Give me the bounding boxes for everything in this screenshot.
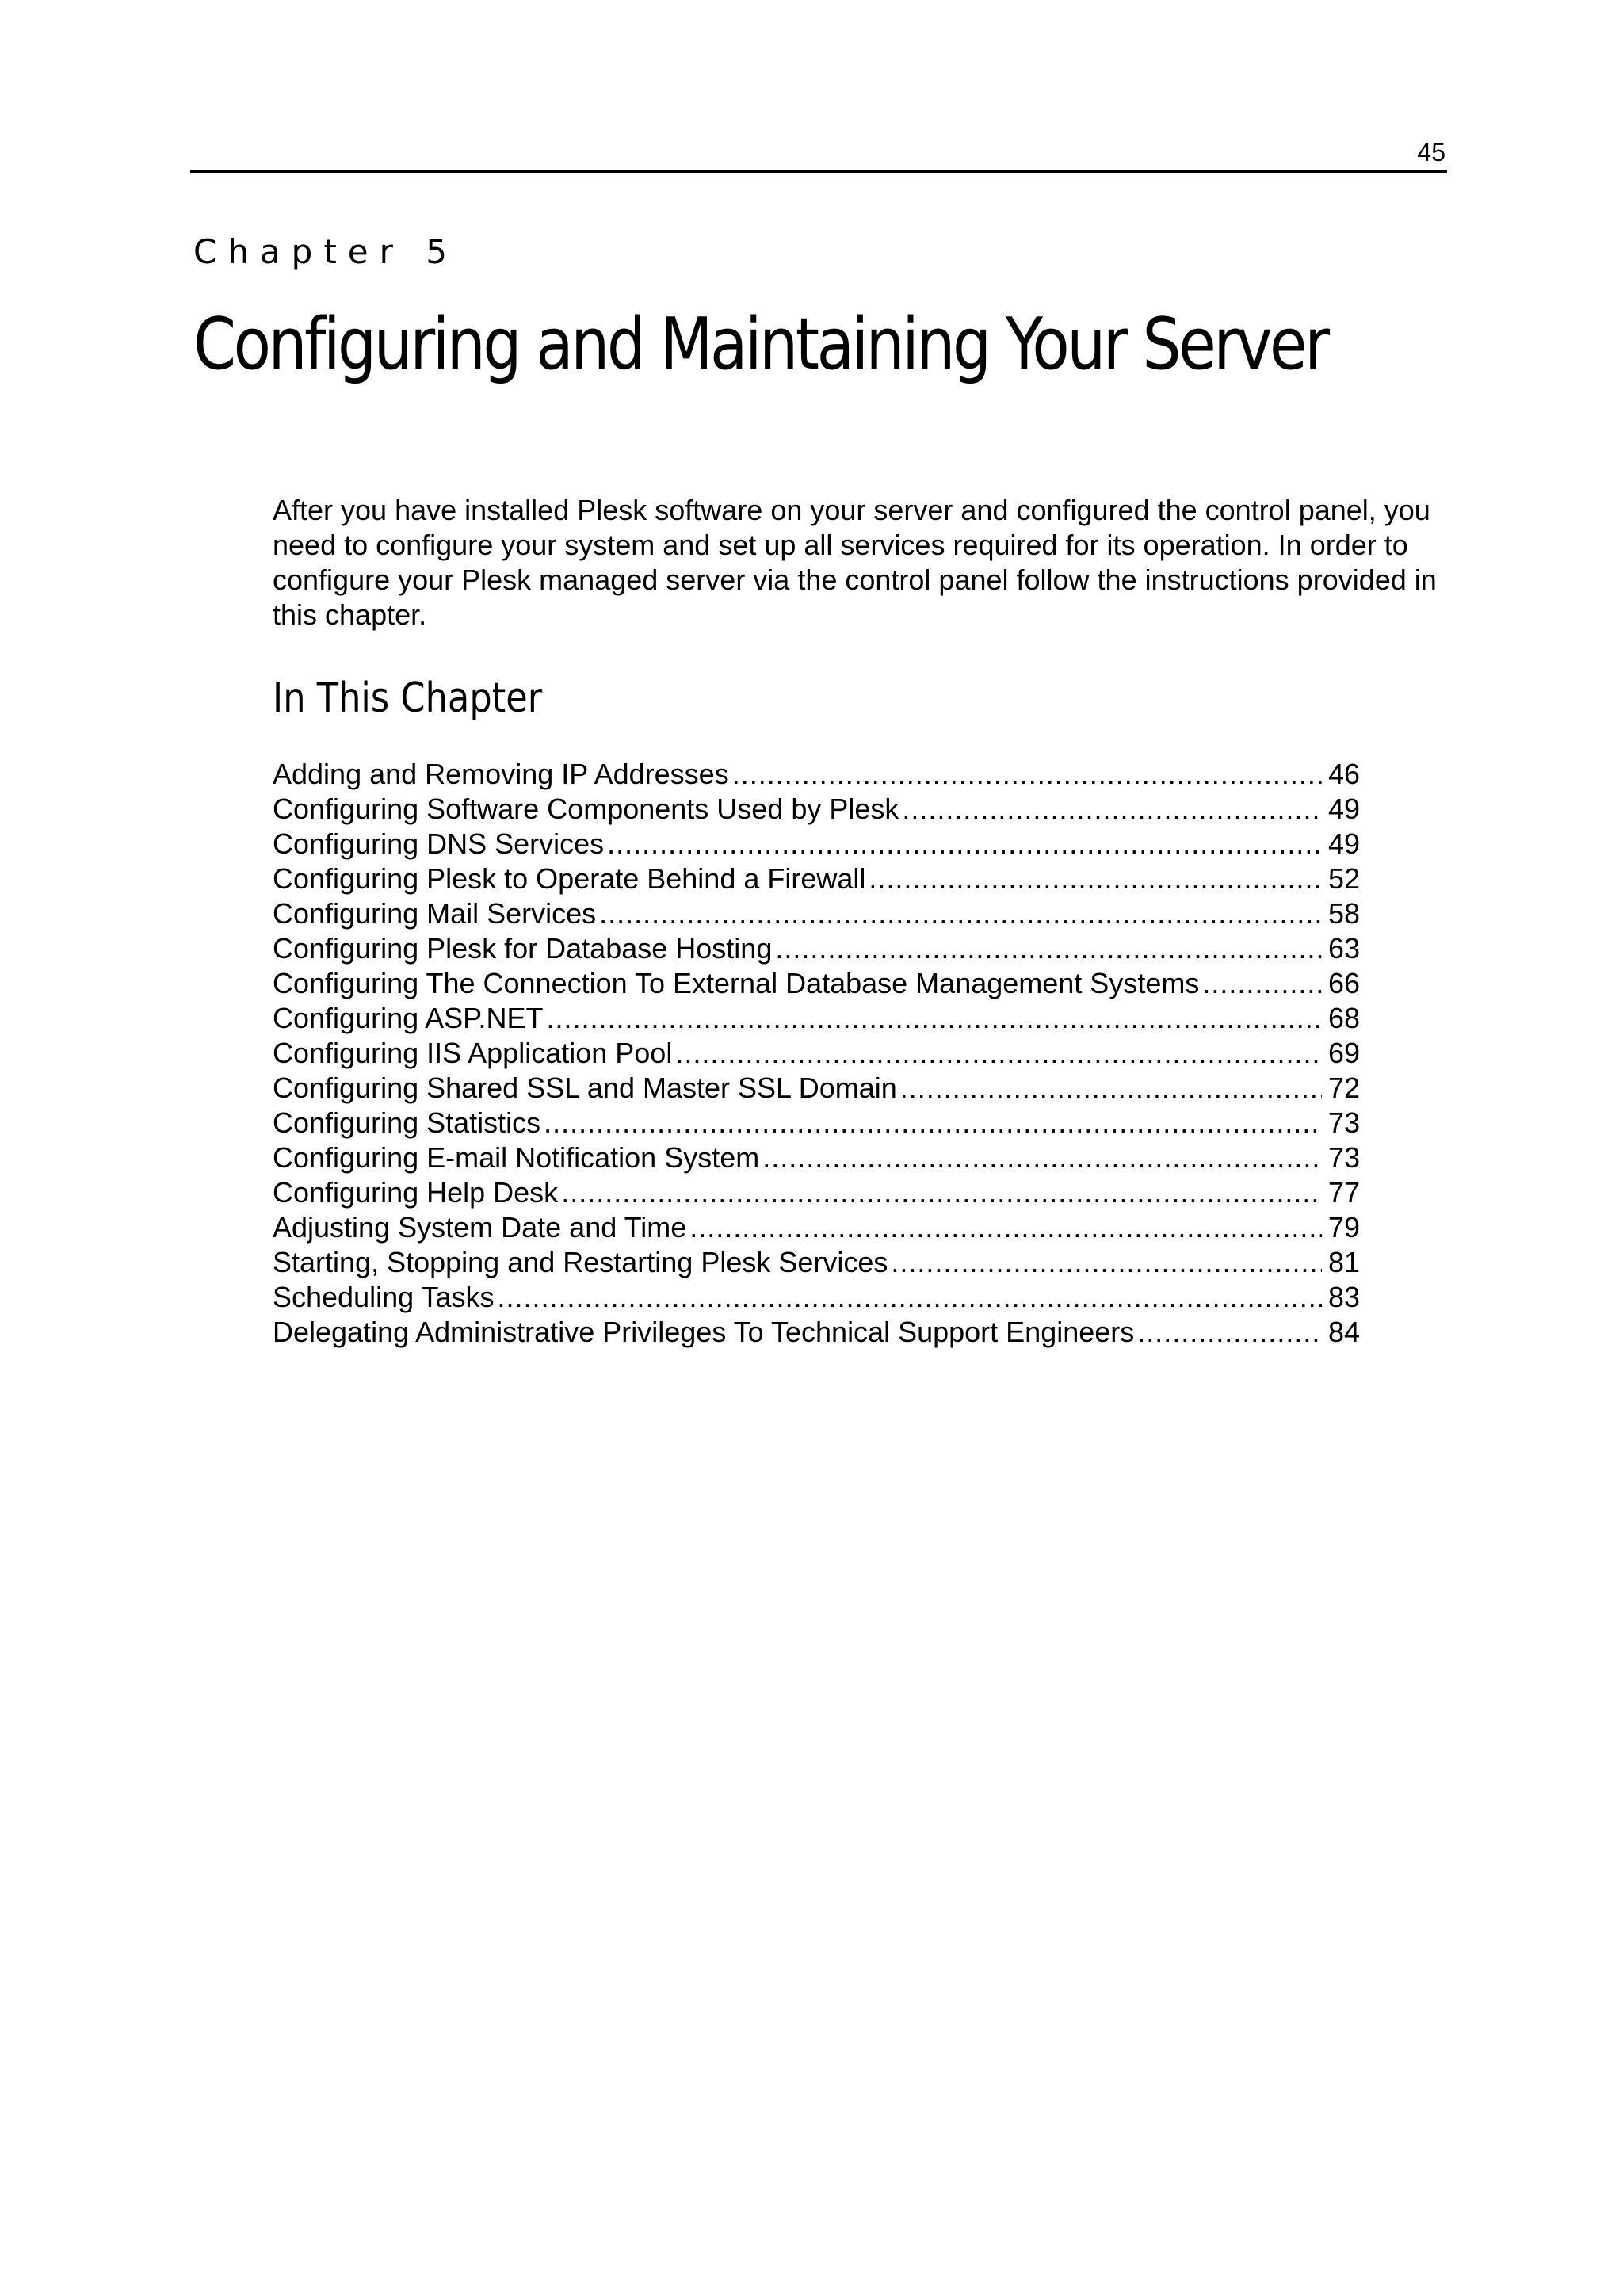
toc-dot-leader <box>732 757 1322 792</box>
toc-dot-leader <box>902 792 1322 827</box>
toc-entry-page: 79 <box>1327 1211 1360 1244</box>
toc-dot-leader <box>561 1175 1322 1210</box>
page-number: 45 <box>1417 138 1445 166</box>
toc-entry-title: Configuring Plesk to Operate Behind a Firewall <box>273 862 866 895</box>
toc-entry[interactable] <box>273 1315 1360 1350</box>
toc-entry[interactable] <box>273 757 1360 792</box>
toc-entry[interactable] <box>273 1036 1360 1071</box>
chapter-label: Chapter 5 <box>193 232 458 271</box>
toc-entry-title: Configuring Software Components Used by Plesk <box>273 793 899 825</box>
toc-entry[interactable] <box>273 827 1360 861</box>
toc-entry-title: Configuring E-mail Notification System <box>273 1141 760 1174</box>
toc-entry-title: Configuring IIS Application Pool <box>273 1037 673 1069</box>
toc-entry-title: Starting, Stopping and Restarting Plesk Services <box>273 1246 888 1278</box>
toc-entry-page: 52 <box>1327 862 1360 895</box>
toc-entry-page: 58 <box>1327 897 1360 930</box>
toc-dot-leader <box>547 1001 1322 1036</box>
toc-entry-title: Configuring ASP.NET <box>273 1002 544 1034</box>
toc-entry-page: 73 <box>1327 1141 1360 1174</box>
toc-dot-leader <box>900 1071 1322 1106</box>
toc-entry[interactable] <box>273 1106 1360 1140</box>
toc-entry-title: Configuring Help Desk <box>273 1176 559 1209</box>
toc-entry[interactable] <box>273 1140 1360 1175</box>
toc-entry-title: Configuring The Connection To External Database Management Systems <box>273 967 1200 999</box>
toc-dot-leader <box>498 1280 1322 1315</box>
toc-dot-leader <box>1202 966 1322 1001</box>
toc-dot-leader <box>544 1106 1322 1140</box>
toc-entry[interactable] <box>273 1001 1360 1036</box>
toc-dot-leader <box>675 1036 1322 1071</box>
toc-dot-leader <box>607 827 1322 861</box>
toc-entry[interactable] <box>273 896 1360 931</box>
toc-entry[interactable] <box>273 792 1360 827</box>
chapter-intro: After you have installed Plesk software on your server and configured the control panel, you need to configure your system and set up all services required for its operation. In order to configure your Plesk managed server via the control panel follow the instructions provided in this chapter. <box>273 494 1437 631</box>
toc-entry-title: Scheduling Tasks <box>273 1281 495 1313</box>
toc-entry-title: Configuring Shared SSL and Master SSL Domain <box>273 1072 897 1104</box>
toc-entry-page: 49 <box>1327 827 1360 860</box>
toc-entry-title: Adding and Removing IP Addresses <box>273 758 729 790</box>
toc-dot-leader <box>599 896 1322 931</box>
toc-entry-page: 73 <box>1327 1106 1360 1139</box>
toc-entry[interactable] <box>273 1280 1360 1315</box>
toc-entry-title: Configuring Mail Services <box>273 897 597 930</box>
toc-entry-page: 72 <box>1327 1072 1360 1104</box>
toc-entry[interactable] <box>273 966 1360 1001</box>
toc-entry-title: Configuring Statistics <box>273 1106 541 1139</box>
toc-entry[interactable] <box>273 931 1360 966</box>
toc-entry-page: 77 <box>1327 1176 1360 1209</box>
toc-entry-page: 63 <box>1327 932 1360 965</box>
chapter-title: Configuring and Maintaining Your Server <box>193 303 1327 386</box>
toc-dot-leader <box>775 931 1322 966</box>
toc-entry[interactable] <box>273 861 1360 896</box>
toc-entry-title: Delegating Administrative Privileges To Technical Support Engineers <box>273 1316 1135 1348</box>
toc-dot-leader <box>891 1245 1322 1280</box>
toc-entry-page: 49 <box>1327 793 1360 825</box>
toc-entry-page: 66 <box>1327 967 1360 999</box>
header-divider <box>190 170 1447 173</box>
toc-entry[interactable] <box>273 1175 1360 1210</box>
toc-entry[interactable] <box>273 1210 1360 1245</box>
toc-list <box>273 757 1360 1350</box>
toc-entry-page: 81 <box>1327 1246 1360 1278</box>
toc-entry[interactable] <box>273 1245 1360 1280</box>
toc-dot-leader <box>1137 1315 1322 1350</box>
toc-heading: In This Chapter <box>273 674 543 722</box>
toc-dot-leader <box>762 1140 1322 1175</box>
toc-entry-page: 83 <box>1327 1281 1360 1313</box>
toc-entry-title: Adjusting System Date and Time <box>273 1211 687 1244</box>
toc-entry-page: 84 <box>1327 1316 1360 1348</box>
toc-entry-title: Configuring Plesk for Database Hosting <box>273 932 773 965</box>
toc-entry-page: 68 <box>1327 1002 1360 1034</box>
toc-dot-leader <box>689 1210 1322 1245</box>
toc-entry[interactable] <box>273 1071 1360 1106</box>
toc-entry-page: 46 <box>1327 758 1360 790</box>
toc-entry-page: 69 <box>1327 1037 1360 1069</box>
toc-entry-title: Configuring DNS Services <box>273 827 605 860</box>
toc-dot-leader <box>869 861 1322 896</box>
